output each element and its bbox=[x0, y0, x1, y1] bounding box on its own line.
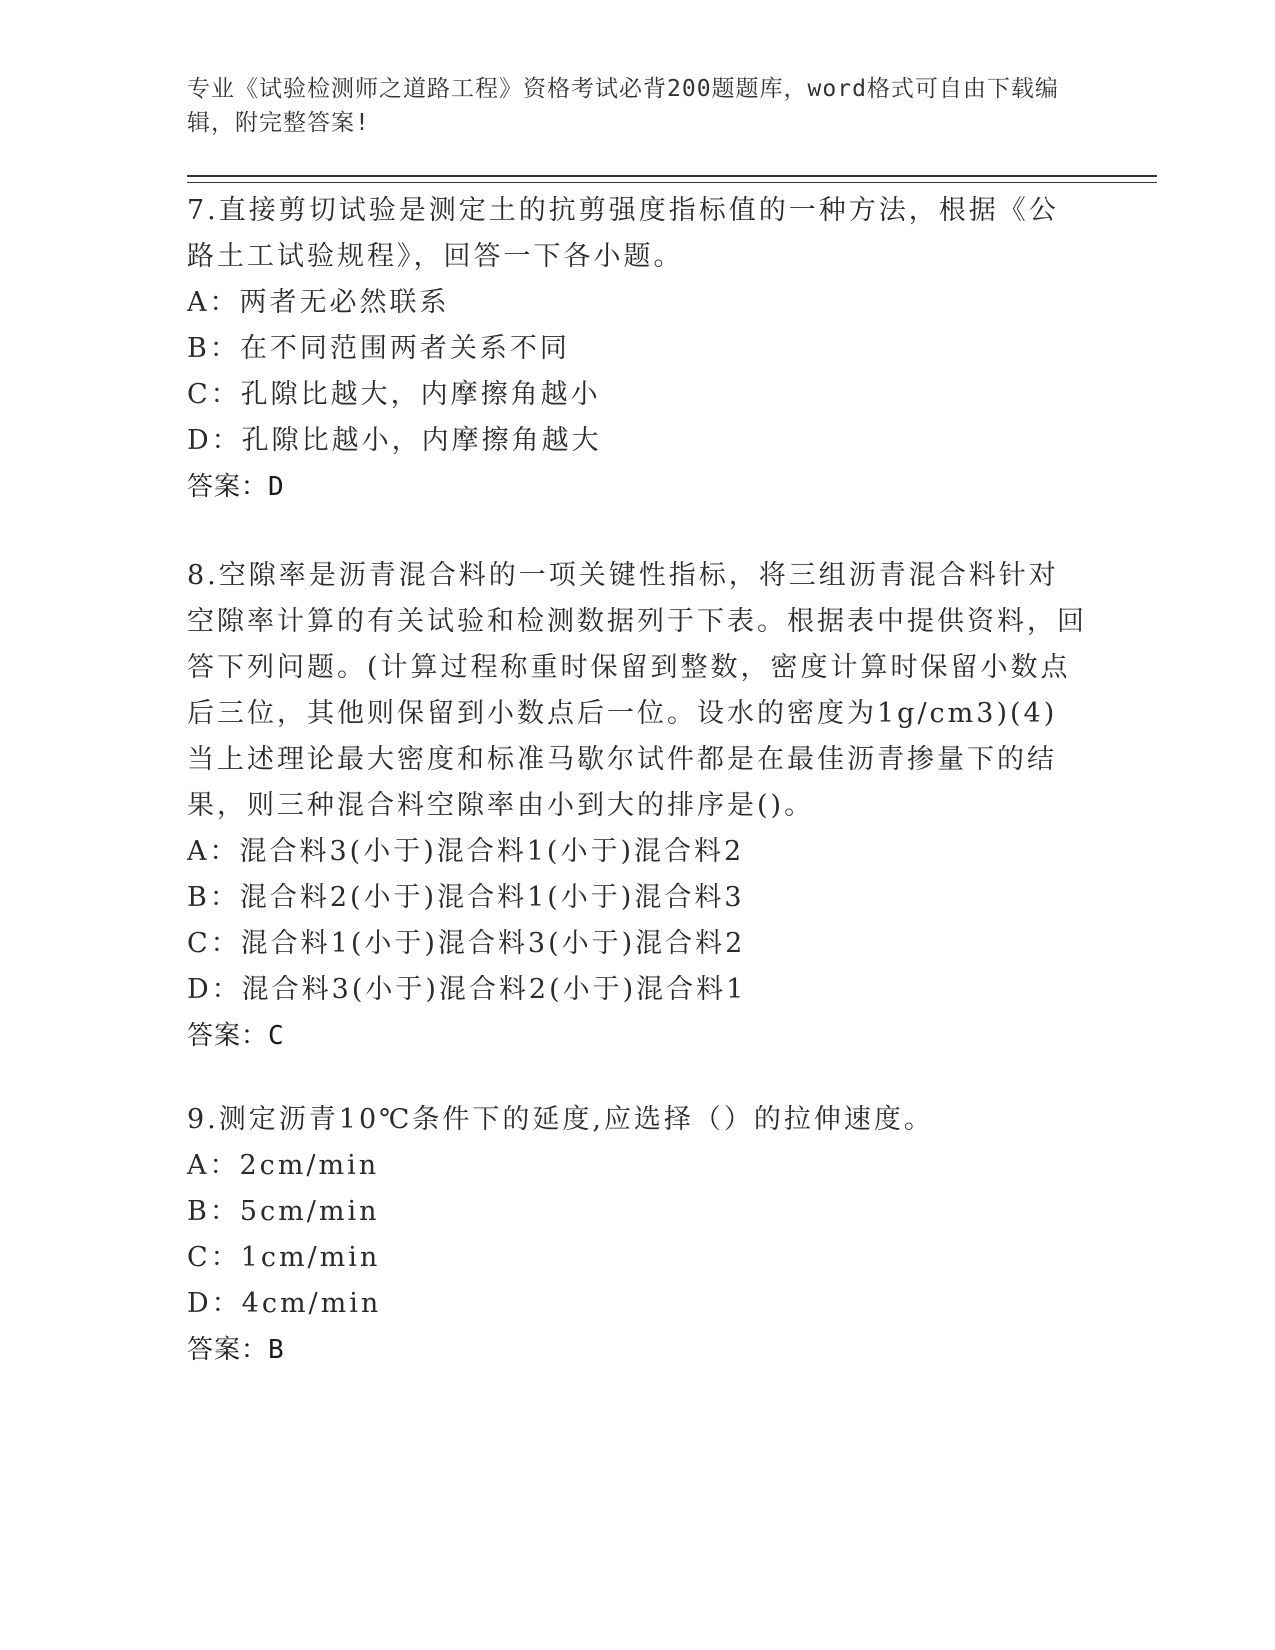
question-9 bbox=[187, 1097, 1087, 1373]
question-stem: 8.空隙率是沥青混合料的一项关键性指标，将三组沥青混合料针对空隙率计算的有关试验和检测数据列于下表。根据表中提供资料，回答下列问题。(计算过程称重时保留到整数，密度计算时保留小数点后三位，其他则保留到小数点后一位。设水的密度为1g/cm3)(4)当上述理论最大密度和标准马歇尔试件都是在最佳沥青掺量下的结果，则三种混合料空隙率由小到大的排序是()。 bbox=[187, 560, 1087, 821]
header-divider-thick bbox=[187, 175, 1157, 177]
answer-line: 答案：B bbox=[187, 1335, 285, 1365]
option-c: C：1cm/min bbox=[187, 1242, 381, 1273]
option-d: D：孔隙比越小，内摩擦角越大 bbox=[187, 425, 602, 456]
option-a: A：两者无必然联系 bbox=[187, 287, 450, 318]
option-b: B：在不同范围两者关系不同 bbox=[187, 333, 570, 364]
option-a: A：混合料3(小于)混合料1(小于)混合料2 bbox=[187, 836, 745, 867]
option-b: B：5cm/min bbox=[187, 1196, 380, 1227]
option-c: C：孔隙比越大，内摩擦角越小 bbox=[187, 379, 601, 410]
option-d: D：混合料3(小于)混合料2(小于)混合料1 bbox=[187, 974, 747, 1005]
header-divider-thin bbox=[187, 182, 1157, 183]
question-stem: 7.直接剪切试验是测定土的抗剪强度指标值的一种方法，根据《公路土工试验规程》，回答一下各小题。 bbox=[187, 195, 1059, 272]
answer-line: 答案：C bbox=[187, 1021, 285, 1051]
option-d: D：4cm/min bbox=[187, 1288, 382, 1319]
question-8 bbox=[187, 553, 1087, 1059]
document-header: 专业《试验检测师之道路工程》资格考试必背200题题库，word格式可自由下载编辑，附完整答案! bbox=[187, 76, 1059, 136]
question-7 bbox=[187, 188, 1087, 510]
option-a: A：2cm/min bbox=[187, 1150, 380, 1181]
question-stem: 9.测定沥青10℃条件下的延度,应选择（）的拉伸速度。 bbox=[187, 1104, 934, 1135]
option-c: C：混合料1(小于)混合料3(小于)混合料2 bbox=[187, 928, 746, 959]
option-b: B：混合料2(小于)混合料1(小于)混合料3 bbox=[187, 882, 745, 913]
answer-line: 答案：D bbox=[187, 472, 285, 502]
